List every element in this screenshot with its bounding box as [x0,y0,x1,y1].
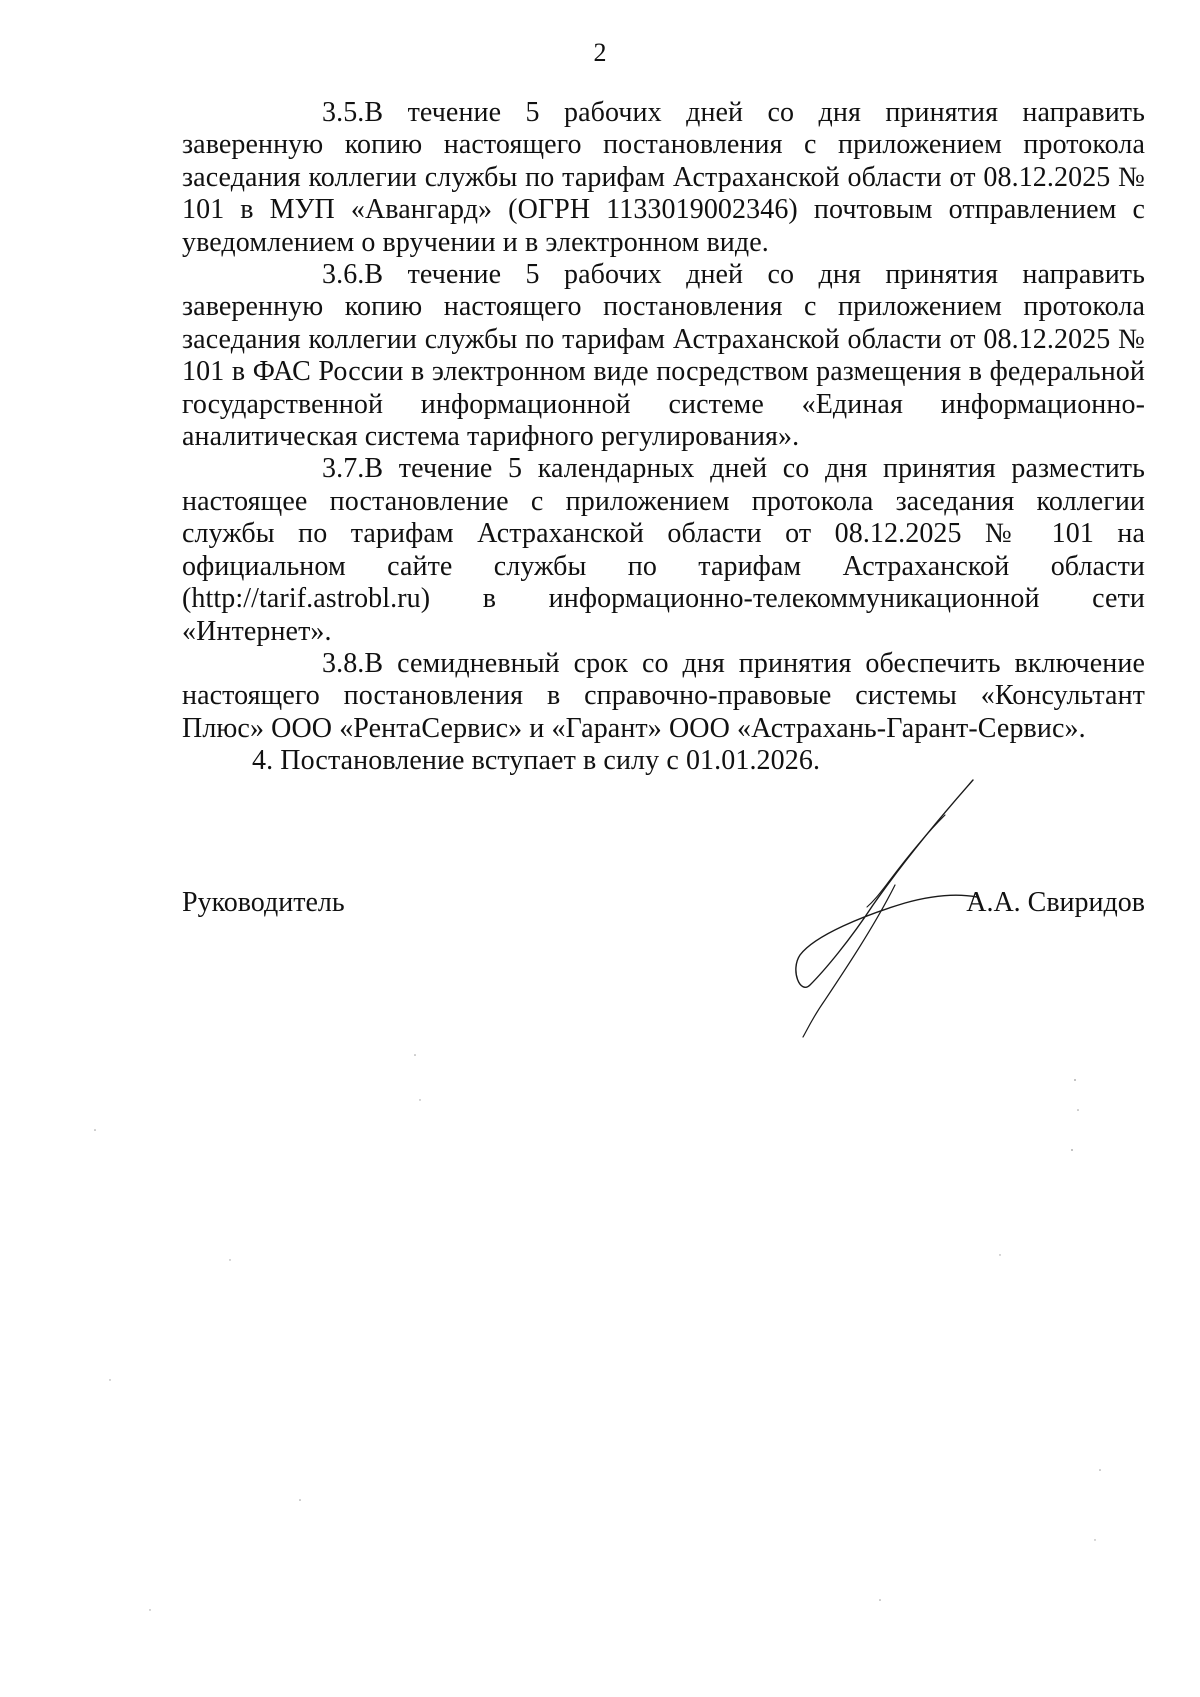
clause-3-6 [182,259,1145,453]
clause-3-5 [182,97,1145,259]
signatory-title: Руководитель [182,887,345,918]
clause-text: В течение 5 рабочих дней со дня принятия направить заверенную копию настоящего постановления с приложением протокола заседания коллегии службы по тарифам Астраханской области от 08.12.2025 № 101 в ФАС России в электронном виде посредством размещения в федеральной государственной информационной системе «Единая информационно-аналитическая система тарифного регулирования». [182,259,1145,453]
signatory-name: А.А. Свиридов [966,887,1145,918]
signature-stroke-main [796,780,977,987]
clause-text: В семидневный срок со дня принятия обеспечить включение настоящего постановления в справочно-правовые системы «Консультант Плюс» ООО «РентаСервис» и «Гарант» ООО «Астрахань-Гарант-Сервис». [182,647,1145,744]
clause-number: 3.6. [322,259,365,291]
clause-number: 3.7. [322,453,365,485]
clause-3-7 [182,453,1145,647]
clause-text: В течение 5 календарных дней со дня принятия разместить настоящее постановление с приложением протокола заседания коллегии службы по тарифам Астраханской области от 08.12.2025 № 101 на официальном сайте службы по тарифам Астраханской области (http://tarif.astrobl.ru) в информационно-телекоммуникационной сети «Интернет». [182,453,1145,647]
clause-number: 3.5. [322,97,365,128]
signature-block [182,887,1145,927]
document-body [182,97,1145,778]
clause-number: 3.8. [322,647,365,679]
page-number: 2 [593,38,607,67]
clause-text: В течение 5 рабочих дней со дня принятия направить заверенную копию настоящего постановления с приложением протокола заседания коллегии службы по тарифам Астраханской области от 08.12.2025 № 101 в МУП «Авангард» (ОГРН 1133019002346) почтовым отправлением с уведомлением о вручении и в электронном виде. [182,97,1145,258]
signature-stroke-descender [803,885,895,1037]
clause-4: 4. Постановление вступает в силу с 01.01.2026. [252,745,821,777]
handwritten-signature [755,775,985,1040]
clause-3-8 [182,648,1145,745]
